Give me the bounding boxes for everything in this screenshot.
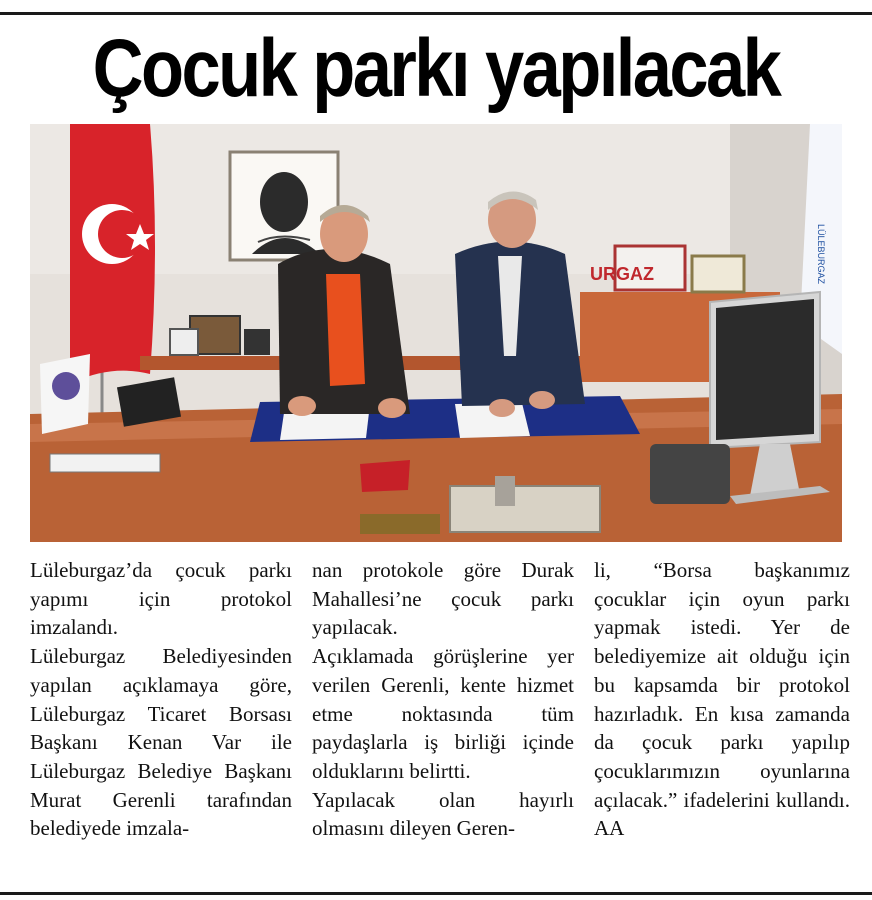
article-paragraph: Yapılacak olan hayırlı olmasını dileyen Geren- bbox=[312, 787, 574, 841]
headline: Çocuk parkı yapılacak bbox=[92, 23, 780, 114]
article-body bbox=[0, 556, 872, 886]
article-paragraph: Lüleburgaz’da çocuk parkı yapımı için protokol imzalandı. bbox=[30, 558, 292, 640]
article-photo bbox=[30, 124, 842, 542]
svg-text:URGAZ: URGAZ bbox=[590, 264, 654, 284]
article-column-1 bbox=[30, 556, 292, 843]
article-paragraph: Lüleburgaz Belediyesinden yapılan açıklamaya göre, Lüleburgaz Ticaret Borsası Başkanı Kenan Var ile Lüleburgaz Belediye Başkanı Murat Gerenli tarafından belediyede imzala- bbox=[30, 644, 292, 841]
article-column-2 bbox=[312, 556, 574, 843]
bottom-rule bbox=[0, 892, 872, 895]
svg-text:LÜLEBURGAZ: LÜLEBURGAZ bbox=[816, 224, 826, 285]
article-paragraph: li, “Borsa başkanımız çocuklar için oyun parkı yapmak istedi. Yer de belediyemize ait olduğu için bu kapsamda bir protokol hazırladık. En kısa zamanda da çocuk parkı yapılıp çocuklarımızın oyunlarına açılacak.” ifadelerini kullandı. AA bbox=[594, 558, 850, 841]
article-paragraph: Açıklamada görüşlerine yer verilen Gerenli, kente hizmet etme noktasında tüm paydaşlarla iş birliği içinde olduklarını belirtti. bbox=[312, 644, 574, 783]
article-paragraph: nan protokole göre Durak Mahallesi’ne çocuk parkı yapılacak. bbox=[312, 558, 574, 640]
article-column-3 bbox=[594, 556, 850, 843]
